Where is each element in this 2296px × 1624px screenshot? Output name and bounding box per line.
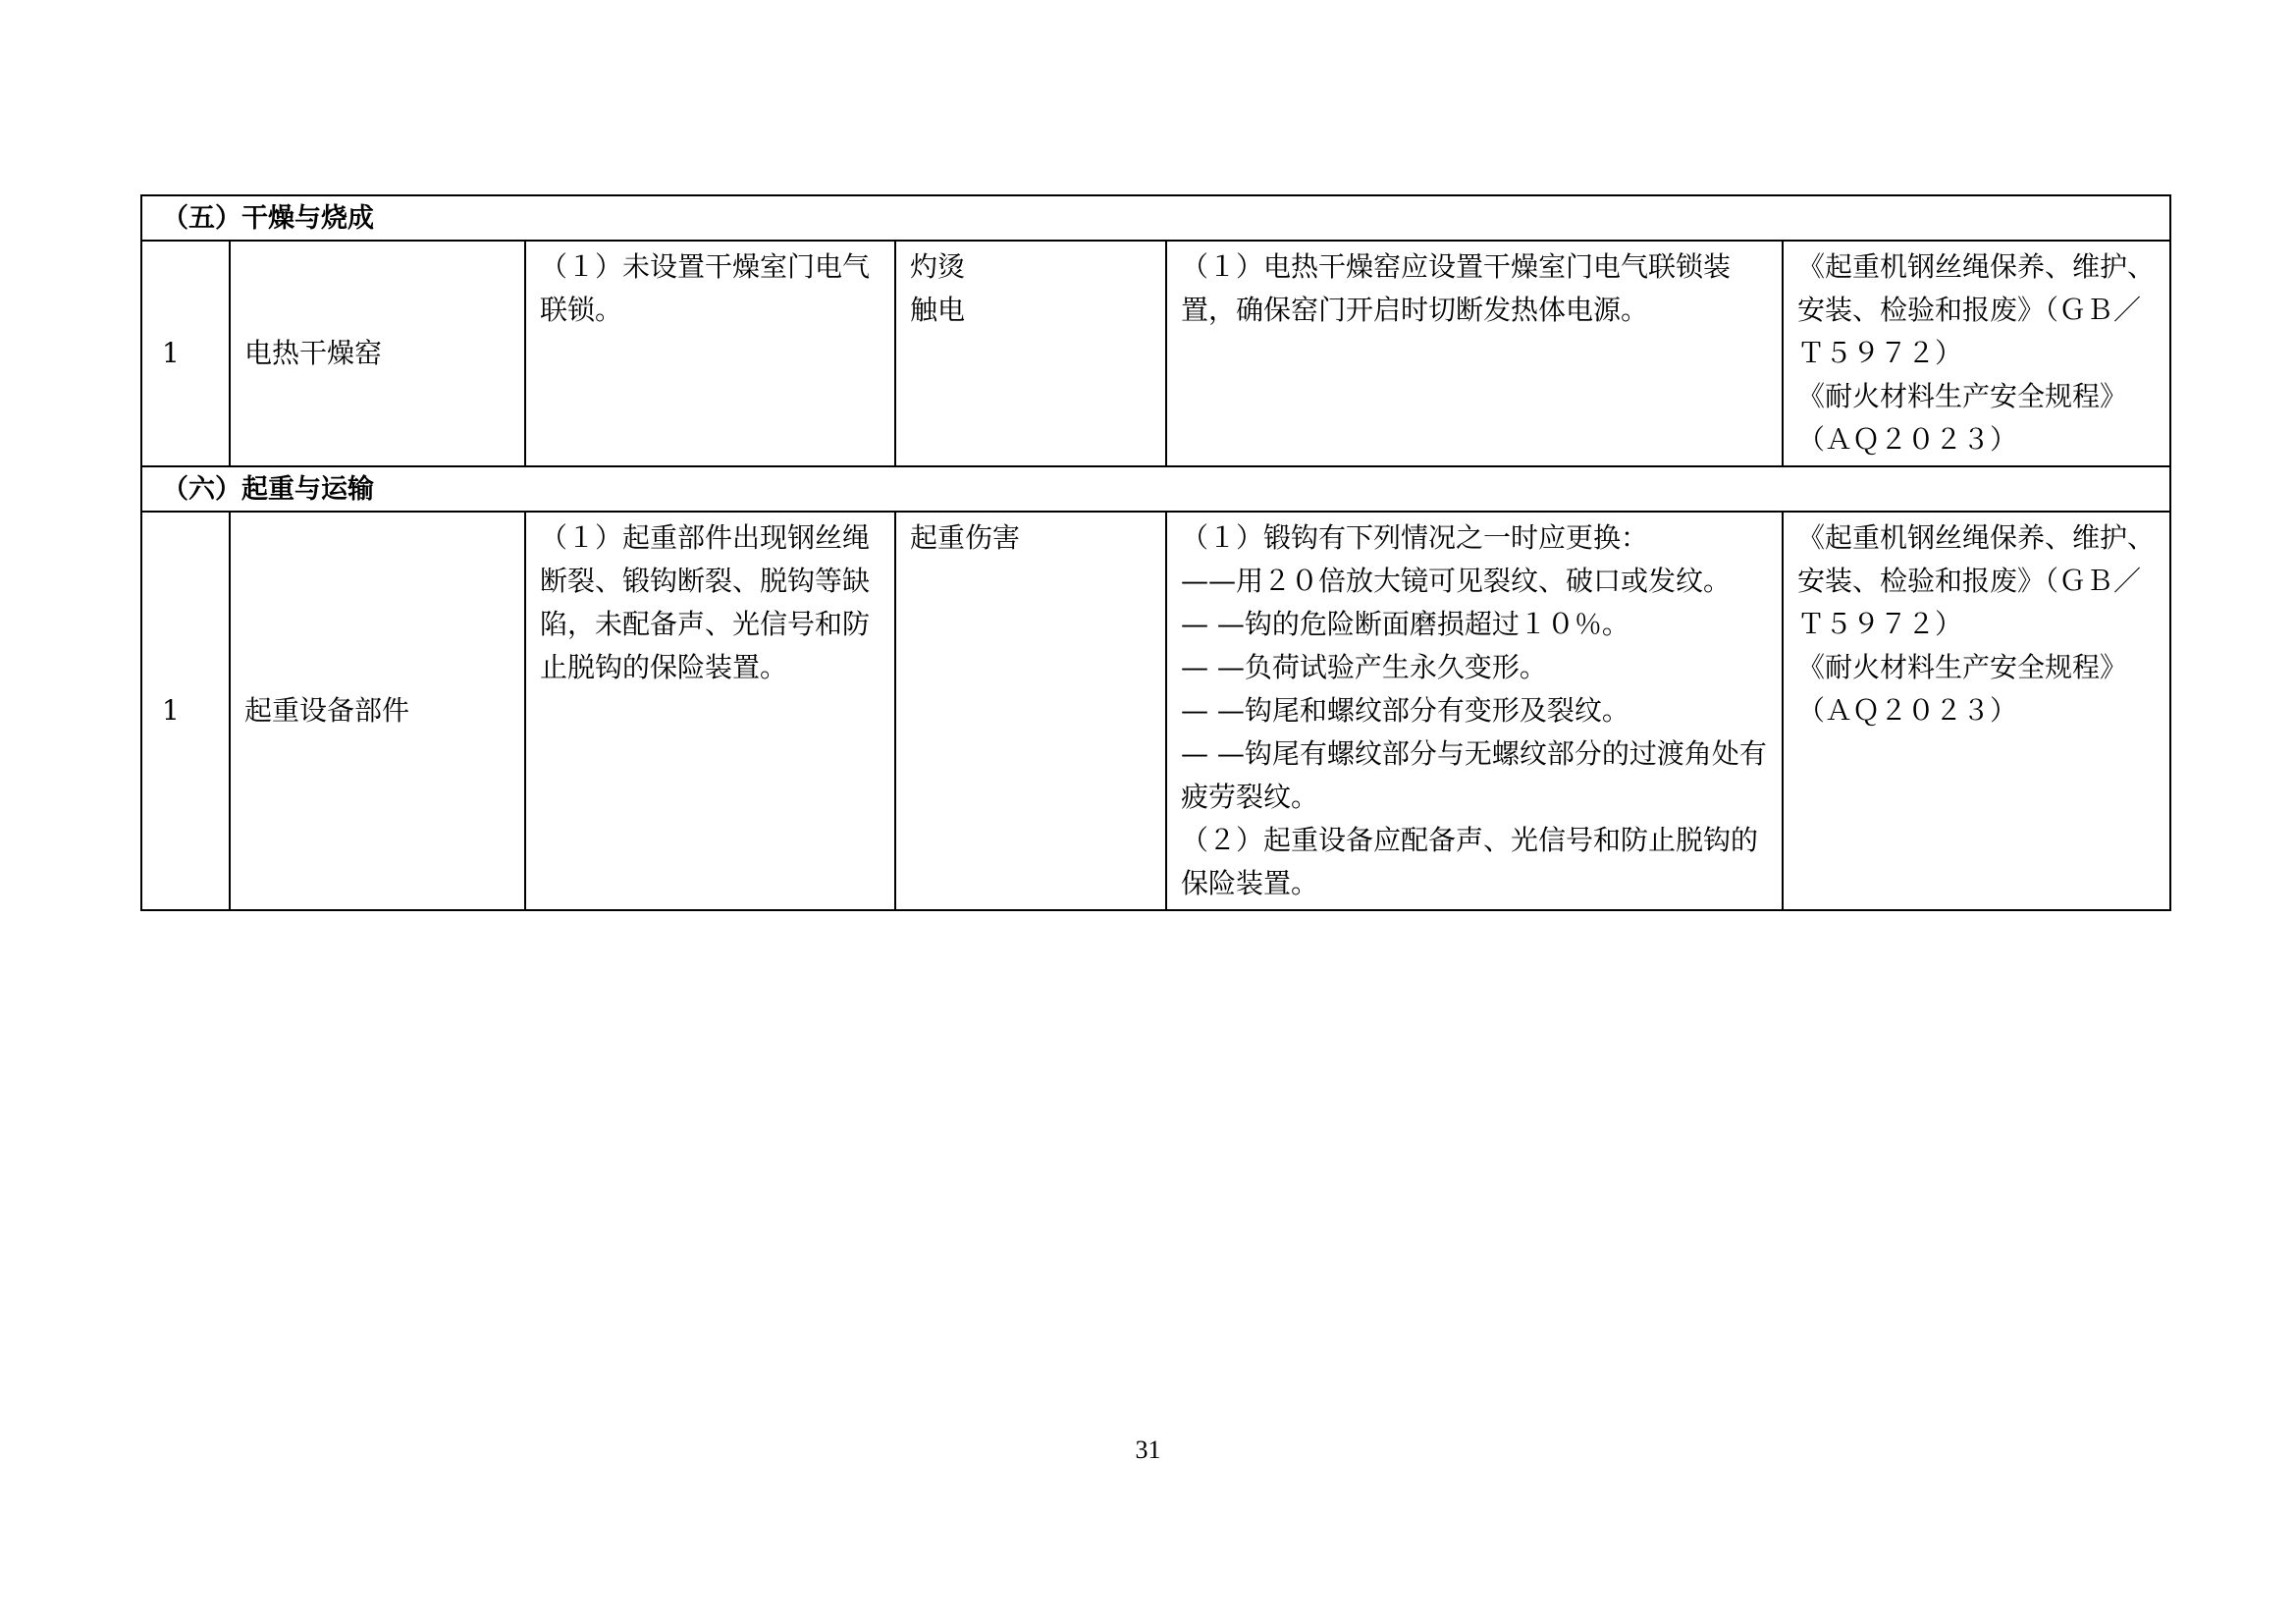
requirement-line: ——用２０倍放大镜可见裂纹、破口或发纹。 [1181,565,1732,597]
accident-types [895,512,1166,910]
item-name: 电热干燥窑 [230,241,525,466]
standards [1783,241,2170,466]
row-number: 1 [141,512,230,910]
section-header-row [141,466,2170,512]
table-row [141,241,2170,466]
section-header-row [141,195,2170,241]
accident-type: 触电 [910,294,966,326]
section-title: （五）干燥与烧成 [141,195,2170,241]
standard-reference: 《耐火材料生产安全规程》（ＡＱ２０２３） [1797,651,2128,727]
requirement-line: （１）锻钩有下列情况之一时应更换： [1181,521,1649,554]
accident-types [895,241,1166,466]
table-row [141,512,2170,910]
accident-type: 灼烫 [910,250,966,283]
requirement-line: （２）起重设备应配备声、光信号和防止脱钩的保险装置。 [1181,824,1759,899]
requirements [1166,512,1783,910]
item-name: 起重设备部件 [230,512,525,910]
requirement-line: — —钩的危险断面磨损超过１０％。 [1181,608,1629,640]
accident-type: 起重伤害 [910,521,1021,554]
page-number: 31 [1135,1435,1161,1464]
standard-reference: 《起重机钢丝绳保养、维护、安装、检验和报废》（ＧＢ／Ｔ５９７２） [1797,250,2156,369]
standard-reference: 《起重机钢丝绳保养、维护、安装、检验和报废》（ＧＢ／Ｔ５９７２） [1797,521,2156,640]
row-number: 1 [141,241,230,466]
requirement-line: — —钩尾有螺纹部分与无螺纹部分的过渡角处有疲劳裂纹。 [1181,737,1767,813]
hazard-condition: （１）起重部件出现钢丝绳断裂、锻钩断裂、脱钩等缺陷，未配备声、光信号和防止脱钩的保险装置。 [525,512,895,910]
section-title: （六）起重与运输 [141,466,2170,512]
safety-hazard-table [140,194,2171,911]
standard-reference: 《耐火材料生产安全规程》（ＡＱ２０２３） [1797,380,2128,456]
requirement-line: — —钩尾和螺纹部分有变形及裂纹。 [1181,694,1629,727]
requirement-line: — —负荷试验产生永久变形。 [1181,651,1547,683]
requirements [1166,241,1783,466]
standards [1783,512,2170,910]
hazard-condition: （１）未设置干燥室门电气联锁。 [525,241,895,466]
requirement-line: （１）电热干燥窑应设置干燥室门电气联锁装置，确保窑门开启时切断发热体电源。 [1181,250,1732,326]
